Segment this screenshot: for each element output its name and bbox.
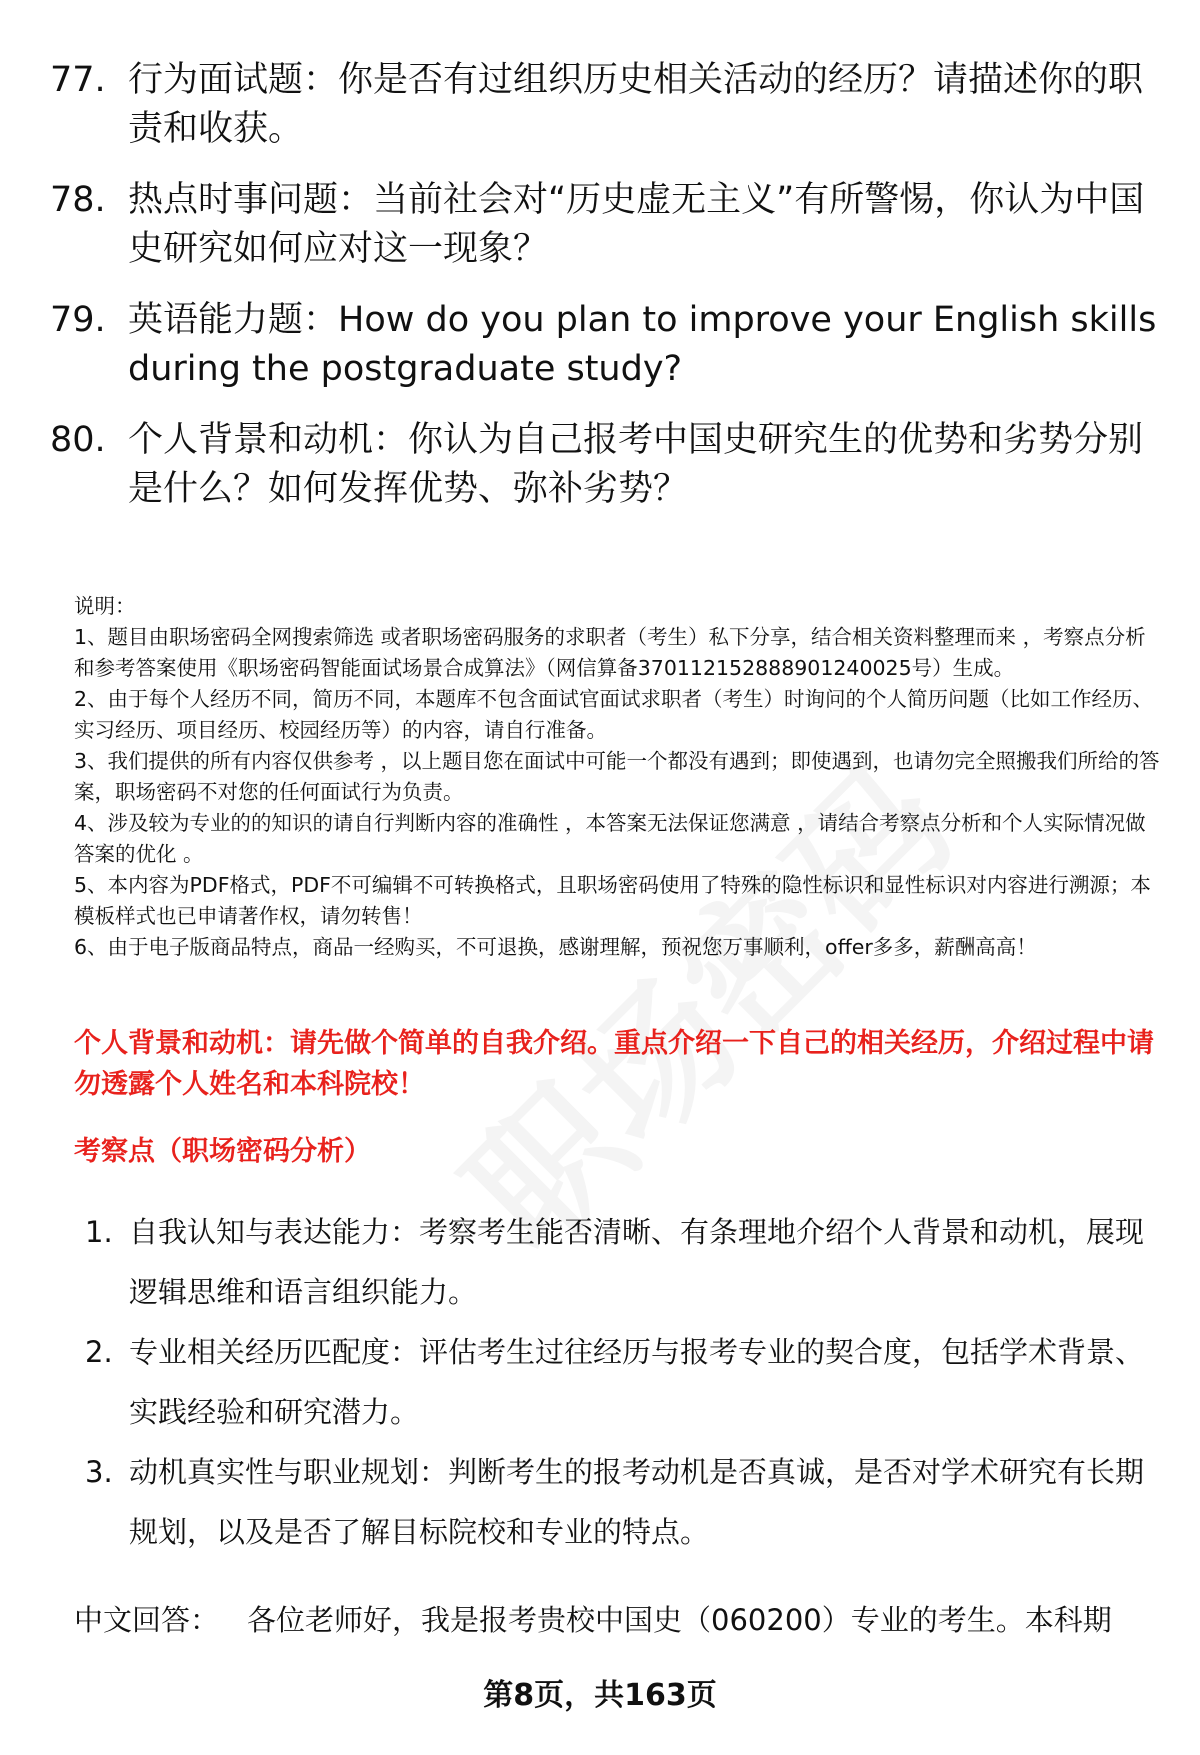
question-item (50, 296, 1160, 394)
question-item (50, 56, 1160, 154)
question-text: 热点时事问题：当前社会对“历史虚无主义”有所警惕，你认为中国史研究如何应对这一现象？ (128, 180, 1145, 269)
analysis-heading: 考察点（职场密码分析） (74, 1136, 371, 1167)
note-item: 3、我们提供的所有内容仅供参考 ，以上题目您在面试中可能一个都没有遇到；即使遇到，也请勿完全照搬我们所给的答案，职场密码不对您的任何面试行为负责。 (74, 749, 1160, 804)
point-number: 2. (85, 1335, 113, 1369)
current-question-heading: 个人背景和动机：请先做个简单的自我介绍。重点介绍一下自己的相关经历，介绍过程中请勿透露个人姓名和本科院校！ (74, 1028, 1154, 1100)
answer-text: 各位老师好，我是报考贵校中国史（060200）专业的考生。本科期 (247, 1603, 1112, 1637)
note-item: 6、由于电子版商品特点，商品一经购买，不可退换，感谢理解，预祝您万事顺利，offer多多，薪酬高高！ (74, 935, 1037, 959)
analysis-point (85, 1202, 1155, 1322)
point-text: 动机真实性与职业规划：判断考生的报考动机是否真诚，是否对学术研究有长期规划，以及是否了解目标院校和专业的特点。 (129, 1455, 1145, 1549)
point-number: 1. (85, 1215, 113, 1249)
question-item (50, 176, 1160, 274)
note-item: 2、由于每个人经历不同，简历不同，本题库不包含面试官面试求职者（考生）时询问的个人简历问题（比如工作经历、实习经历、项目经历、校园经历等）的内容，请自行准备。 (74, 687, 1154, 742)
question-text: 个人背景和动机：你认为自己报考中国史研究生的优势和劣势分别是什么？如何发挥优势、弥补劣势？ (128, 420, 1144, 509)
note-item: 5、本内容为PDF格式，PDF不可编辑不可转换格式，且职场密码使用了特殊的隐性标识和显性标识对内容进行溯源；本模板样式也已申请著作权，请勿转售！ (74, 873, 1151, 928)
notes-section (74, 591, 1164, 963)
notes-title: 说明： (74, 594, 136, 618)
note-item: 4、涉及较为专业的的知识的请自行判断内容的准确性 ，本答案无法保证您满意 ，请结合考察点分析和个人实际情况做答案的优化 。 (74, 811, 1146, 866)
question-item (50, 416, 1160, 514)
question-number: 79. (50, 300, 106, 340)
analysis-point (85, 1322, 1155, 1442)
question-number: 77. (50, 60, 106, 100)
answer-label: 中文回答： (74, 1603, 220, 1637)
answer-section (74, 1599, 1112, 1641)
question-text: 英语能力题：How do you plan to improve your English skills during the postgraduate study? (128, 300, 1157, 389)
question-number: 80. (50, 420, 106, 460)
analysis-point (85, 1442, 1155, 1562)
question-list (50, 56, 1160, 536)
question-number: 78. (50, 180, 106, 220)
analysis-points (85, 1202, 1155, 1562)
point-text: 专业相关经历匹配度：评估考生过往经历与报考专业的契合度，包括学术背景、实践经验和研究潜力。 (129, 1335, 1145, 1429)
page-footer: 第8页，共163页 (483, 1678, 717, 1713)
note-item: 1、题目由职场密码全网搜索筛选 或者职场密码服务的求职者（考生）私下分享，结合相关资料整理而来 ，考察点分析和参考答案使用《职场密码智能面试场景合成算法》（网信算备370112152888901240025号）生成。 (74, 625, 1146, 680)
point-number: 3. (85, 1455, 113, 1489)
point-text: 自我认知与表达能力：考察考生能否清晰、有条理地介绍个人背景和动机，展现逻辑思维和语言组织能力。 (129, 1215, 1145, 1309)
question-text: 行为面试题：你是否有过组织历史相关活动的经历？请描述你的职责和收获。 (128, 60, 1144, 149)
